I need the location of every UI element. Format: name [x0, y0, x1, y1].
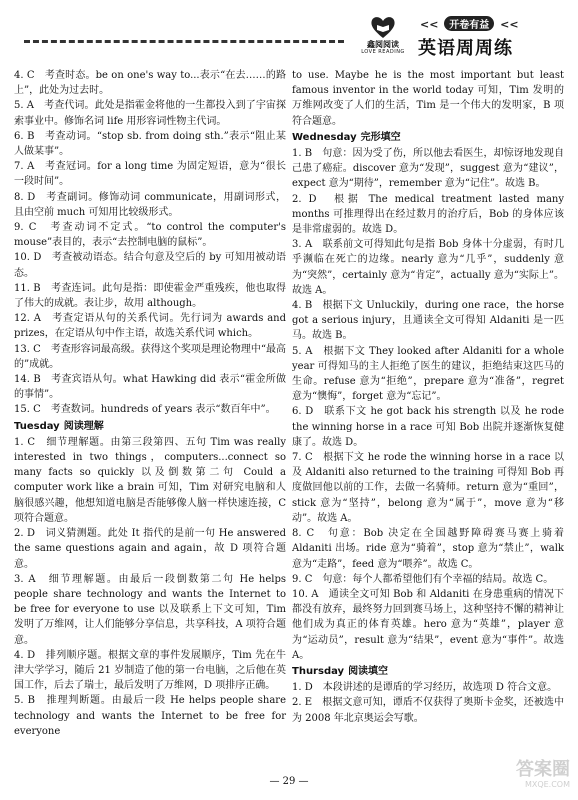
watermark-text: 答案圈 — [516, 759, 570, 780]
answer-item: 9. C 句意：每个人都希望他们有个幸福的结局。故选 C。 — [292, 573, 554, 585]
answer-item: 7. C 根据下文 he rode the winning horse in a race 以及 Aldaniti also returned to the training 可得知 Bob 再度做回他以前的工作，去做一名骑师。return 意为“重回”，stick 意为“坚持”，belong 意为“属于”，move 意为“移动”。故选 A。 — [292, 452, 564, 524]
page-header — [0, 0, 578, 66]
logo-chinese-text: 鑫阅阅读 — [367, 40, 399, 49]
answer-item: 1. C 细节理解题。由第三段第四、五句 Tim was really interested in two things，computers...connect so many facts so quickly 以及倒数第二句 Could a computer work like a brain 可知，Tim 对研究电脑和人脑很感兴趣，他想知道电脑是否能够像人脑一样快速连接，C 项符合题意。 — [14, 436, 286, 524]
watermark — [490, 760, 570, 794]
answer-item: 10. A 通读全文可知 Bob 和 Aldaniti 在身患重病的情况下都没有放弃，最终努力回到赛马场上，这种坚持不懈的精神让他们成为真正的体育英雄。hero 意为“英雄”，player 意为“运动员”，result 意为“结果”，event 意为“事件”。故选 A。 — [292, 588, 564, 661]
answer-item: 5. B 推理判断题。由最后一段 He helps people share technology and wants the Internet to be free for everyone — [14, 695, 286, 737]
answer-item: 4. C 考查时态。be on one's way to...表示“在去……的路上”，此处为过去时。 — [14, 70, 286, 97]
answer-item: 1. D 本段讲述的是谭盾的学习经历，故选项 D 符合文意。 — [292, 682, 558, 694]
answer-item: 2. D 词义猜测题。此处 It 指代的是前一句 He answered the same questions again and again，故 D 项符合题意。 — [14, 528, 286, 570]
right-column — [292, 68, 564, 726]
section-heading-wednesday — [292, 130, 564, 145]
answer-item: 6. D 联系下文 he got back his strength 以及 he rode the winning horse in a race 可知 Bob 出院并逐渐恢复健康了。故选 D。 — [292, 406, 564, 448]
answer-item: 13. C 考查形容词最高级。获得这个奖项是理论物理中“最高的”成就。 — [14, 343, 286, 370]
answer-item: to use. Maybe he is the most important but least famous inventor in the world today 可知，Tim 发明的万维网改变了人们的生活，Tim 是一个伟大的发明家，B 项符合题意。 — [292, 70, 564, 127]
answer-list-continued — [292, 68, 564, 129]
answer-item: 5. A 考查代词。此处是指霍金将他的一生都投入到了宇宙探索事业中。修饰名词 life 用形容词性物主代词。 — [14, 100, 286, 127]
brand-logo — [352, 14, 414, 64]
answer-item: 11. B 考查连词。此句是指：即使霍金严重残疾，他也取得了伟大的成就。表让步，故用 although。 — [14, 282, 286, 310]
series-title: 英语周周练 — [418, 38, 513, 59]
answer-item: 3. A 联系前文可得知此句是指 Bob 身体十分虚弱，有时几乎濒临在死亡的边缘。nearly 意为“几乎”，suddenly 意为“突然”，certainly 意为“肯定”，actually 意为“实际上”。故选 A。 — [292, 239, 564, 296]
right-chevrons: << — [500, 18, 519, 31]
answer-item: 12. A 考查定语从句的关系代词。先行词为 awards and prizes，在定语从句中作主语，故选关系代词 which。 — [14, 313, 286, 340]
answer-item: 3. A 细节理解题。由最后一段倒数第二句 He helps people share technology and wants the Internet to be free for everyone to use 以及联系上下文可知，Tim 发明了万维网，让人们能够分享信息，共享科技，A 项符合题意。 — [14, 573, 286, 646]
answer-item: 7. A 考查冠词。for a long time 为固定短语，意为“很长一段时间”。 — [14, 161, 286, 188]
answer-list-wednesday — [292, 146, 564, 663]
series-badge — [352, 14, 558, 64]
answer-item: 10. D 考查被动语态。结合句意及空后的 by 可知用被动语态。 — [14, 252, 286, 279]
answer-item: 6. B 考查动词。“stop sb. from doing sth.”表示“阻止某人做某事”。 — [14, 130, 286, 158]
answer-item: 2. E 根据文意可知，谭盾不仅获得了奥斯卡金奖，还被选中为 2008 年北京奥运会写歌。 — [292, 697, 564, 724]
header-dashed-rule — [24, 40, 344, 43]
section-day: Wednesday — [292, 131, 357, 143]
section-type: 阅读填空 — [348, 665, 389, 677]
section-type: 阅读理解 — [63, 420, 104, 432]
watermark-url: MXQE.COM — [524, 780, 570, 789]
answer-item: 8. D 考查副词。修饰动词 communicate，用副词形式，且由空前 much 可知用比较级形式。 — [14, 191, 286, 218]
section-type: 完形填空 — [360, 131, 401, 143]
heart-book-icon — [368, 14, 398, 40]
answer-item: 14. B 考查宾语从句。what Hawking did 表示“霍金所做的事情”。 — [14, 374, 286, 401]
section-heading-tuesday — [14, 419, 286, 434]
answer-item: 15. C 考查数词。hundreds of years 表示“数百年中”。 — [14, 404, 276, 416]
section-heading-thursday — [292, 664, 564, 679]
section-day: Tuesday — [14, 420, 60, 432]
answer-item: 8. C 句意：Bob 决定在全国越野障碍赛马赛上骑着 Aldaniti 出场。ride 意为“骑着”，stop 意为“禁止”，walk 意为“走路”，feed 意为“喂养”。故选 C。 — [292, 528, 564, 570]
answer-item: 2. D 根据 The medical treatment lasted many months 可推理得出在经过数月的治疗后，Bob 的身体应该是非常虚弱的。故选 D。 — [292, 193, 564, 236]
section-day: Thursday — [292, 665, 345, 677]
answer-list-tuesday — [14, 435, 286, 739]
left-column — [14, 68, 286, 739]
left-chevrons: << — [420, 18, 439, 31]
page-number: — 29 — — [269, 776, 309, 787]
badge-pill: 开卷有益 — [444, 16, 494, 31]
answer-item: 1. B 句意：因为受了伤，所以他去看医生，却惊讶地发现自己患了癌症。discover 意为“发现”，suggest 意为“建议”，expect 意为“期待”，remember 意为“记住”。故选 B。 — [292, 148, 564, 190]
answer-item: 9. C 考查动词不定式。“to control the computer's mouse”表目的，表示“去控制电脑的鼠标”。 — [14, 222, 286, 249]
answer-list-monday-cloze — [14, 68, 286, 418]
answer-item: 4. B 根据下文 Unluckily，during one race，the horse got a serious injury，且通读全文可得知 Aldaniti 是一匹马。故选 B。 — [292, 300, 564, 342]
answer-list-thursday — [292, 680, 564, 726]
answer-item: 4. D 排列顺序题。根据文章的事件发展顺序，Tim 先在牛津大学学习，随后 21 岁制造了他的第一台电脑，之后他在英国工作，后去了瑞士，最后发明了万维网，D 项排序正确。 — [14, 649, 286, 692]
answer-item: 5. A 根据下文 They looked after Aldaniti for a whole year 可得知马的主人拒绝了医生的建议，拒绝结束这匹马的生命。refuse 意为“拒绝”，prepare 意为“准备”，regret 意为“懊悔”，forget 意为“忘记”。 — [292, 345, 564, 403]
badge-top-line — [420, 16, 519, 31]
logo-english-text: LOVE READING — [361, 49, 405, 55]
